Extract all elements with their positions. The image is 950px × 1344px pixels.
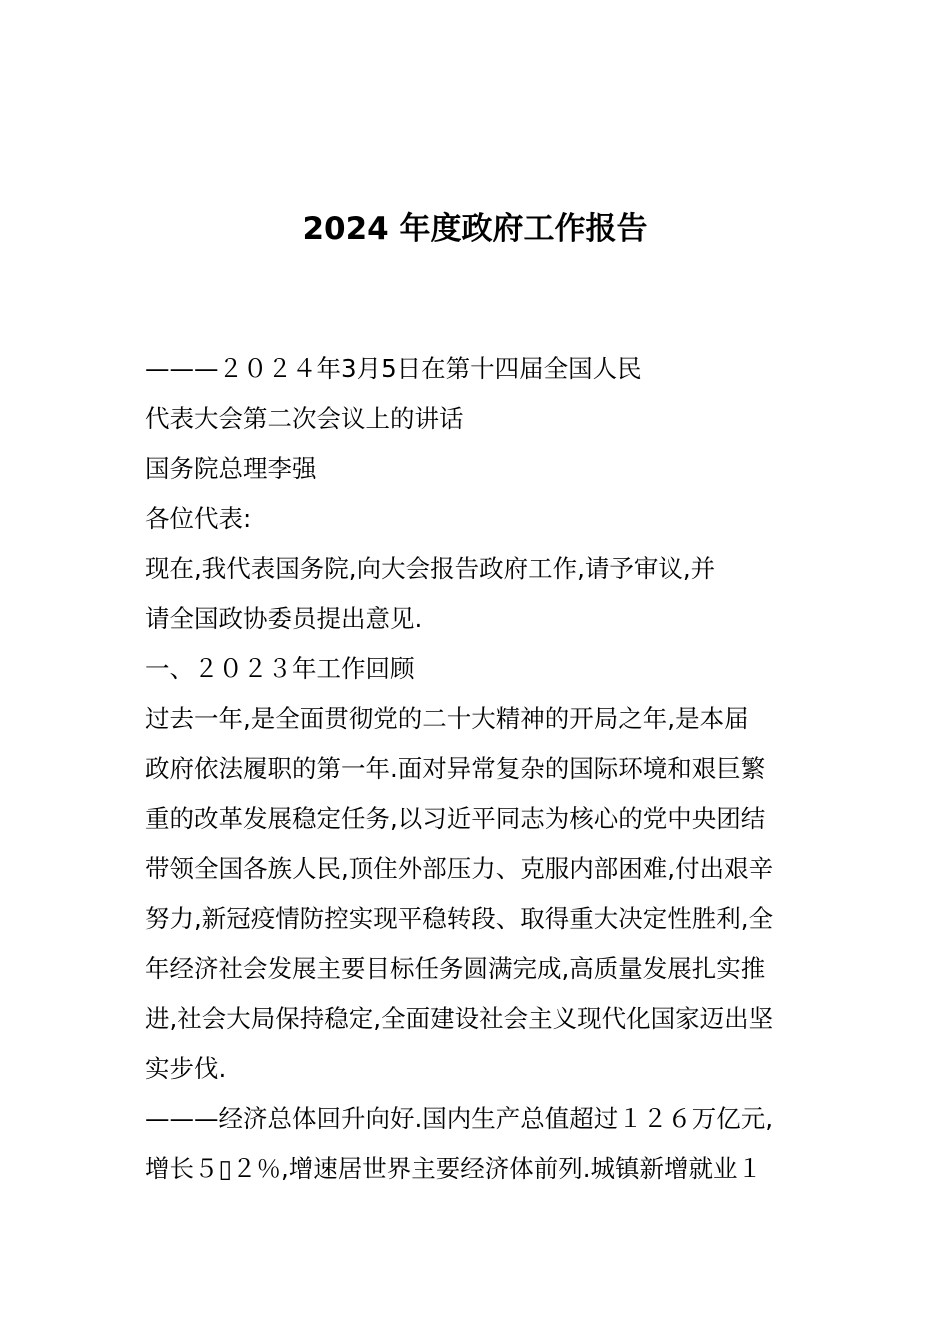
body-line-paragraph: 进,社会大局保持稳定,全面建设社会主义现代化国家迈出坚	[145, 1004, 774, 1033]
body-line-paragraph: 努力,新冠疫情防控实现平稳转段、取得重大决定性胜利,全	[145, 904, 774, 933]
body-line-speaker: 国务院总理李强	[145, 454, 317, 483]
body-line-occasion: 代表大会第二次会议上的讲话	[145, 404, 464, 433]
document-title: 2024 年度政府工作报告	[302, 211, 648, 247]
body-line-paragraph: 实步伐.	[145, 1054, 227, 1083]
body-line-dateline: ———２０２４年3月5日在第十四届全国人民	[145, 354, 642, 383]
body-line-paragraph: 带领全国各族人民,顶住外部压力、克服内部困难,付出艰辛	[145, 854, 774, 883]
section-heading: 一、２０２３年工作回顾	[145, 654, 415, 683]
body-line-paragraph: 增长５▯２％,增速居世界主要经济体前列.城镇新增就业１	[145, 1154, 763, 1183]
body-line-paragraph: ———经济总体回升向好.国内生产总值超过１２６万亿元,	[145, 1104, 774, 1133]
body-line-intro-1: 现在,我代表国务院,向大会报告政府工作,请予审议,并	[145, 554, 716, 583]
body-line-paragraph: 过去一年,是全面贯彻党的二十大精神的开局之年,是本届	[145, 704, 749, 733]
body-line-salutation: 各位代表:	[145, 504, 252, 533]
body-line-paragraph: 政府依法履职的第一年.面对异常复杂的国际环境和艰巨繁	[145, 754, 766, 783]
body-line-paragraph: 年经济社会发展主要目标任务圆满完成,高质量发展扎实推	[145, 954, 766, 983]
body-line-paragraph: 重的改革发展稳定任务,以习近平同志为核心的党中央团结	[145, 804, 766, 833]
body-line-intro-2: 请全国政协委员提出意见.	[145, 604, 423, 633]
document-body	[145, 349, 825, 1199]
